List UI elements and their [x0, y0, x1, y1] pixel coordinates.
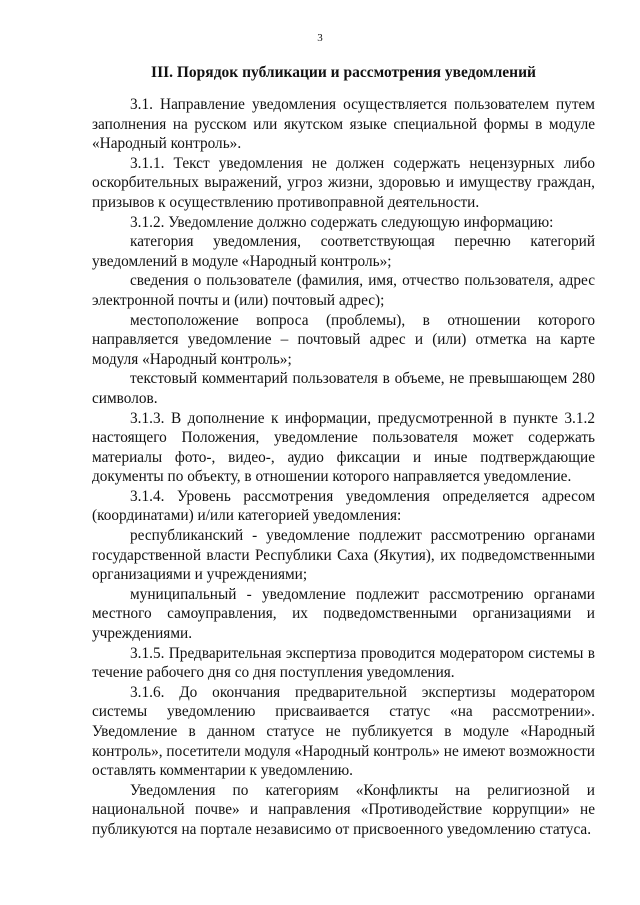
list-item-location: местоположение вопроса (проблемы), в отношении которого направляется уведомление – почтовый адрес и (или) отметка на карте модуля «Народный контроль»; — [92, 311, 595, 368]
paragraph-3-1: 3.1. Направление уведомления осуществляется пользователем путем заполнения на русском или якутском языке специальной формы в модуле «Народный контроль». — [92, 96, 595, 153]
paragraph-3-1-2: 3.1.2. Уведомление должно содержать следующую информацию: — [130, 213, 554, 231]
list-item-municipal: муниципальный - уведомление подлежит рассмотрению органами местного самоуправления, их подведомственными организациями и учреждениями. — [92, 585, 595, 643]
list-item-republican: республиканский - уведомление подлежит рассмотрению органами государственной власти Республики Саха (Якутия), их подведомственными организациями и учреждениями; — [92, 527, 595, 584]
document-body — [92, 95, 595, 840]
paragraph-3-1-4: 3.1.4. Уровень рассмотрения уведомления определяется адресом (координатами) и/или категорией уведомления: — [92, 487, 595, 525]
paragraph-3-1-6: 3.1.6. До окончания предварительной экспертизы модератором системы уведомлению присваивается статус «на рассмотрении». Уведомление в данном статусе не публикуется в модуле «Народный контроль», посетители модуля «Народный контроль» не имеют возможности оставлять комментарии к уведомлению. — [92, 683, 595, 780]
list-item-category: категория уведомления, соответствующая перечню категорий уведомлений в модуле «Народный контроль»; — [92, 233, 595, 270]
paragraph-3-1-5: 3.1.5. Предварительная экспертиза проводится модератором системы в течение рабочего дня со дня поступления уведомления. — [92, 644, 595, 682]
list-item-user-info: сведения о пользователе (фамилия, имя, отчество пользователя, адрес электронной почты и (или) почтовый адрес); — [92, 272, 595, 309]
paragraph-3-1-3: 3.1.3. В дополнение к информации, предусмотренной в пункте 3.1.2 настоящего Положения, уведомление пользователя может содержать материалы фото-, видео-, аудио фиксации и иные подтверждающие документы по объекту, в отношении которого направляется уведомление. — [92, 409, 595, 486]
list-item-comment: текстовый комментарий пользователя в объеме, не превышающем 280 символов. — [92, 370, 595, 407]
page-number: 3 — [317, 32, 323, 44]
section-heading: III. Порядок публикации и рассмотрения уведомлений — [151, 64, 536, 81]
paragraph-exceptions: Уведомления по категориям «Конфликты на религиозной и национальной почве» и направления «Противодействие коррупции» не публикуются на портале независимо от присвоенного уведомлению статуса. — [92, 781, 595, 838]
paragraph-3-1-1: 3.1.1. Текст уведомления не должен содержать нецензурных либо оскорбительных выражений, угроз жизни, здоровью и имуществу граждан, призывов к осуществлению противоправной деятельности. — [92, 154, 595, 211]
